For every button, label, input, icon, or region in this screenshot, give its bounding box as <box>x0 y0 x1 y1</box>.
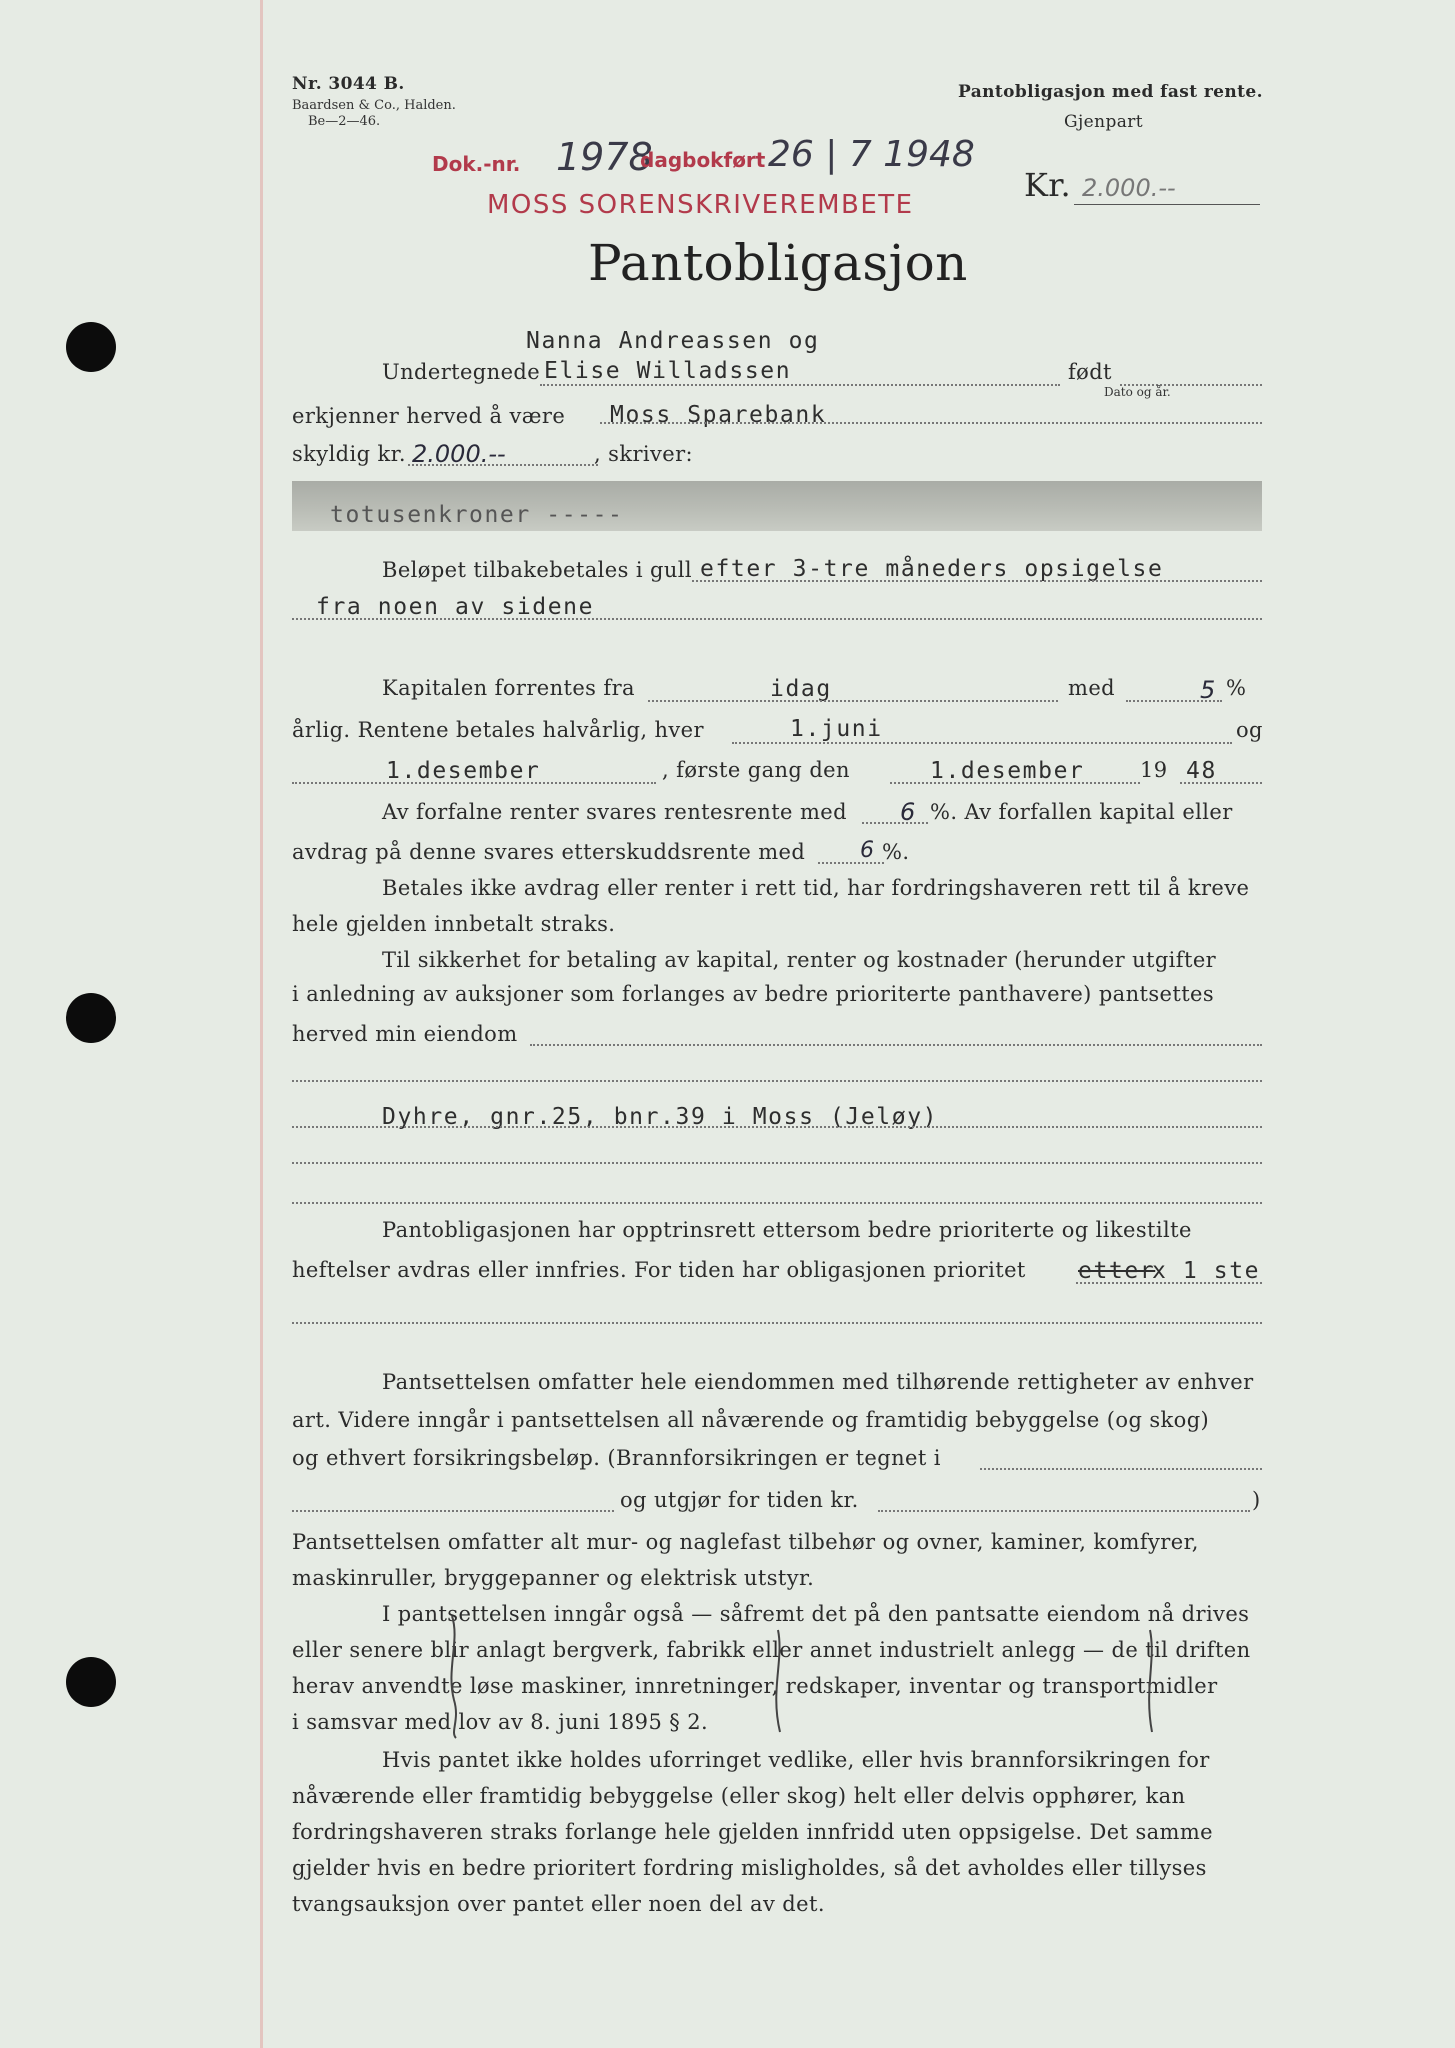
dotted-line <box>292 782 656 784</box>
dotted-line <box>292 1126 1262 1128</box>
repayment-terms-line2: fra noen av sidene <box>316 594 595 620</box>
dotted-line <box>878 1510 1250 1512</box>
tilbehor-line1: Pantsettelsen omfatter alt mur- og naglefast tilbehør og ovner, kaminer, komfyrer, <box>292 1530 1199 1554</box>
prioritet-value: x 1 ste <box>1152 1258 1261 1284</box>
dotted-line <box>292 618 1262 620</box>
renter-rate: 6 <box>900 798 916 826</box>
omfatter-paren: ) <box>1252 1488 1261 1512</box>
stamp-dok-label: Dok.-nr. <box>432 152 521 176</box>
creditor-name: Moss Sparebank <box>610 402 827 428</box>
dotted-line <box>292 1510 614 1512</box>
dotted-line <box>818 862 884 864</box>
dotted-line <box>692 580 1262 582</box>
vedlike-line3: fordringshaveren straks forlange hele gjelden innfridd uten oppsigelse. Det samme <box>292 1820 1213 1844</box>
printer-date: Be—2—46. <box>308 114 381 129</box>
property-description: Dyhre, gnr.25, bnr.39 i Moss (Jeløy) <box>382 1104 939 1130</box>
fodt-label: født <box>1068 360 1112 384</box>
first-payment-date: 1.desember <box>930 758 1085 784</box>
stamp-date: 26 | 7 1948 <box>768 134 975 175</box>
dotted-line <box>1126 700 1222 702</box>
vedlike-line1: Hvis pantet ikke holdes uforringet vedlike, eller hvis brannforsikringen for <box>382 1748 1210 1772</box>
sikkerhet-line2: i anledning av auksjoner som forlanges av bedre prioriterte panthavere) pantsettes <box>292 982 1215 1006</box>
document-title: Pantobligasjon <box>588 234 968 292</box>
industri-line1: I pantsettelsen inngår også — såfremt det på den pantsatte eiendom nå drives <box>382 1602 1250 1626</box>
stamp-office: MOSS SORENSKRIVEREMBETE <box>487 190 914 220</box>
sikkerhet-line1: Til sikkerhet for betaling av kapital, renter og kostnader (herunder utgifter <box>382 948 1217 972</box>
erkjenner-label: erkjenner herved å være <box>292 404 566 428</box>
renter-text-b: %. Av forfallen kapital eller <box>930 800 1233 824</box>
dotted-line <box>292 1202 1262 1204</box>
dato-caption: Dato og år. <box>1104 385 1171 399</box>
arlig-label: årlig. Rentene betales halvårlig, hver <box>292 718 704 742</box>
skyldig-label: skyldig kr. <box>292 442 406 466</box>
betales-line1: Betales ikke avdrag eller renter i rett tid, har fordringshaveren rett til å kreve <box>382 876 1250 900</box>
industri-line4: i samsvar med lov av 8. juni 1895 § 2. <box>292 1710 709 1734</box>
kapitalen-label: Kapitalen forrentes fra <box>382 676 635 700</box>
form-number: Nr. 3044 B. <box>292 74 405 94</box>
repayment-label: Beløpet tilbakebetales i gull <box>382 558 693 582</box>
amount-in-words: totusenkroner ----- <box>330 502 624 528</box>
repayment-terms-line1: efter 3-tre måneders opsigelse <box>700 556 1164 582</box>
sikkerhet-line3: herved min eiendom <box>292 1022 518 1046</box>
tilbehor-line2: maskinruller, bryggepanner og elektrisk utstyr. <box>292 1566 815 1590</box>
avdrag-text: avdrag på denne svares etterskuddsrente med <box>292 840 806 864</box>
dotted-line <box>408 464 598 466</box>
pencil-marks <box>440 1600 1260 1740</box>
margin-rule <box>260 0 263 2048</box>
punch-hole <box>66 993 116 1043</box>
prioritet-line1: Pantobligasjonen har opptrinsrett ettersom bedre prioriterte og likestilte <box>382 1218 1192 1242</box>
dotted-line <box>1180 782 1262 784</box>
stamp-dok-number: 1978 <box>556 135 653 179</box>
avdrag-pct: %. <box>882 840 910 864</box>
omfatter-line1: Pantsettelsen omfatter hele eiendommen med tilhørende rettigheter av enhver <box>382 1370 1254 1394</box>
og-label: og <box>1236 718 1263 742</box>
printer-line: Baardsen & Co., Halden. <box>292 98 456 113</box>
punch-hole <box>66 322 116 372</box>
punch-hole <box>66 1657 116 1707</box>
skriver-label: , skriver: <box>594 442 694 466</box>
undertegnede-label: Undertegnede <box>382 360 541 384</box>
vedlike-line5: tvangsauksjon over pantet eller noen del av det. <box>292 1892 825 1916</box>
omfatter-line2: art. Videre inngår i pantsettelsen all nåværende og framtidig bebyggelse (og skog) <box>292 1408 1210 1432</box>
copy-label: Gjenpart <box>1064 112 1144 132</box>
form-type: Pantobligasjon med fast rente. <box>958 82 1263 102</box>
pct-label: % <box>1226 676 1247 700</box>
interest-from: idag <box>770 676 832 702</box>
med-label: med <box>1068 676 1115 700</box>
dotted-line <box>292 1080 1262 1082</box>
debtor-name-line2: Elise Willadssen <box>544 358 792 384</box>
payment-date-1: 1.juni <box>790 716 883 742</box>
dotted-line <box>1076 1282 1262 1284</box>
renter-text: Av forfalne renter svares rentesrente med <box>382 800 847 824</box>
dotted-line <box>540 384 1060 386</box>
kr-underline <box>1074 204 1260 205</box>
dotted-line <box>600 422 1262 424</box>
stamp-dagbokfort: dagbokført <box>640 148 766 172</box>
dotted-line <box>862 822 928 824</box>
omfatter-line3: og ethvert forsikringsbeløp. (Brannforsikringen er tegnet i <box>292 1446 941 1470</box>
debtor-name-line1: Nanna Andreassen og <box>526 328 820 354</box>
industri-line2: eller senere blir anlagt bergverk, fabrikk eller annet industrielt anlegg — de til driften <box>292 1638 1251 1662</box>
skyldig-amount: 2.000.-- <box>412 440 506 468</box>
dotted-line <box>292 1162 1262 1164</box>
betales-line2: hele gjelden innbetalt straks. <box>292 912 616 936</box>
vedlike-line4: gjelder hvis en bedre prioritert fordring misligholdes, så det avholdes eller tillyses <box>292 1856 1207 1880</box>
payment-date-2: 1.desember <box>386 758 541 784</box>
dotted-line <box>980 1468 1262 1470</box>
interest-rate: 5 <box>1200 676 1216 704</box>
forste-label: , første gang den <box>662 758 850 782</box>
dotted-line <box>292 1322 1262 1324</box>
omfatter-line4: og utgjør for tiden kr. <box>620 1488 859 1512</box>
prioritet-line2: heftelser avdras eller innfries. For tiden har obligasjonen prioritet <box>292 1258 1026 1282</box>
year-prefix: 19 <box>1140 758 1168 782</box>
dotted-line <box>530 1044 1262 1046</box>
first-payment-year: 48 <box>1186 758 1217 784</box>
kr-amount: 2.000.-- <box>1082 174 1176 202</box>
avdrag-rate: 6 <box>860 838 874 863</box>
kr-label: Kr. <box>1024 166 1072 204</box>
dotted-line <box>648 700 1058 702</box>
dotted-line <box>890 782 1140 784</box>
prioritet-struck: etter <box>1078 1258 1156 1284</box>
dotted-line <box>732 742 1232 744</box>
vedlike-line2: nåværende eller framtidig bebyggelse (eller skog) helt eller delvis opphører, kan <box>292 1784 1186 1808</box>
industri-line3: herav anvendte løse maskiner, innretninger, redskaper, inventar og transportmidler <box>292 1674 1218 1698</box>
